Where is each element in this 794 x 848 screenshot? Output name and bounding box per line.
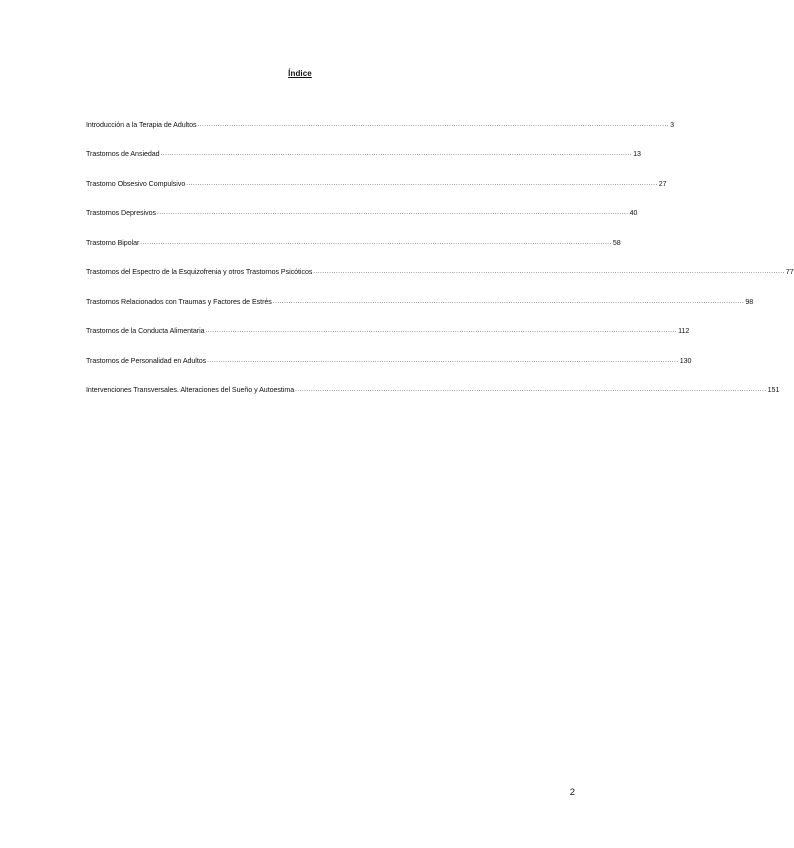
toc-entry-label: Trastorno Bipolar: [86, 238, 140, 247]
toc-entry-label: Trastornos de la Conducta Alimentaria: [86, 327, 205, 336]
toc-entry-toc[interactable]: [86, 169, 667, 199]
toc-entry-ansiedad[interactable]: [86, 140, 641, 170]
toc-entry-label: Intervenciones Transversales. Alteraciones del Sueño y Autoestima: [86, 386, 295, 395]
toc-entry-label: Trastornos Relacionados con Traumas y Factores de Estrés: [86, 297, 272, 306]
toc-title: Índice: [288, 69, 312, 78]
toc-entry-label: Trastornos de Ansiedad: [86, 150, 160, 159]
toc-dot-leader: ................................................................................................................................................................................................................: [160, 151, 633, 158]
toc-entry-label: Trastornos Depresivos: [86, 209, 157, 218]
toc-entry-page: 98: [745, 297, 754, 306]
toc-dot-leader: ................................................................................................................................................................................................................: [272, 298, 745, 305]
toc-entry-page: 3: [670, 120, 675, 129]
toc-entry-depresivos[interactable]: [86, 199, 638, 229]
toc-dot-leader: ................................................................................................................................................................................................................: [186, 180, 658, 187]
toc-entry-label: Introducción a la Terapia de Adultos: [86, 120, 197, 129]
toc-entry-label: Trastornos del Espectro de la Esquizofrenia y otros Trastornos Psicóticos: [86, 268, 313, 277]
toc-entry-page: 151: [767, 386, 780, 395]
toc-entry-traumas[interactable]: [86, 287, 754, 317]
toc-entry-alimentaria[interactable]: [86, 317, 690, 347]
toc-entry-page: 112: [678, 327, 690, 336]
page-number: 2: [569, 787, 575, 798]
toc-entry-page: 77: [785, 268, 794, 277]
toc-entry-page: 27: [658, 179, 667, 188]
toc-dot-leader: ................................................................................................................................................................................................................: [313, 269, 785, 276]
toc-dot-leader: ................................................................................................................................................................................................................: [295, 387, 767, 394]
toc-dot-leader: ................................................................................................................................................................................................................: [205, 328, 678, 335]
toc-entry-personalidad[interactable]: [86, 346, 692, 376]
toc-entry-page: 40: [629, 209, 638, 218]
toc-dot-leader: ................................................................................................................................................................................................................: [207, 357, 679, 364]
toc-entry-page: 58: [612, 238, 621, 247]
toc-entry-bipolar[interactable]: [86, 228, 621, 258]
toc-entry-label: Trastornos de Personalidad en Adultos: [86, 356, 207, 365]
toc-dot-leader: ................................................................................................................................................................................................................: [140, 239, 612, 246]
toc-entry-label: Trastorno Obsesivo Compulsivo: [86, 179, 186, 188]
toc-entry-page: 13: [633, 150, 641, 159]
toc-list: [86, 110, 794, 405]
toc-dot-leader: ................................................................................................................................................................................................................: [197, 121, 670, 128]
toc-dot-leader: ................................................................................................................................................................................................................: [157, 210, 629, 217]
toc-entry-page: 130: [679, 356, 692, 365]
toc-entry-esquizofrenia[interactable]: [86, 258, 794, 288]
toc-entry-intervenciones[interactable]: [86, 376, 780, 406]
toc-entry-introduccion[interactable]: [86, 110, 675, 140]
